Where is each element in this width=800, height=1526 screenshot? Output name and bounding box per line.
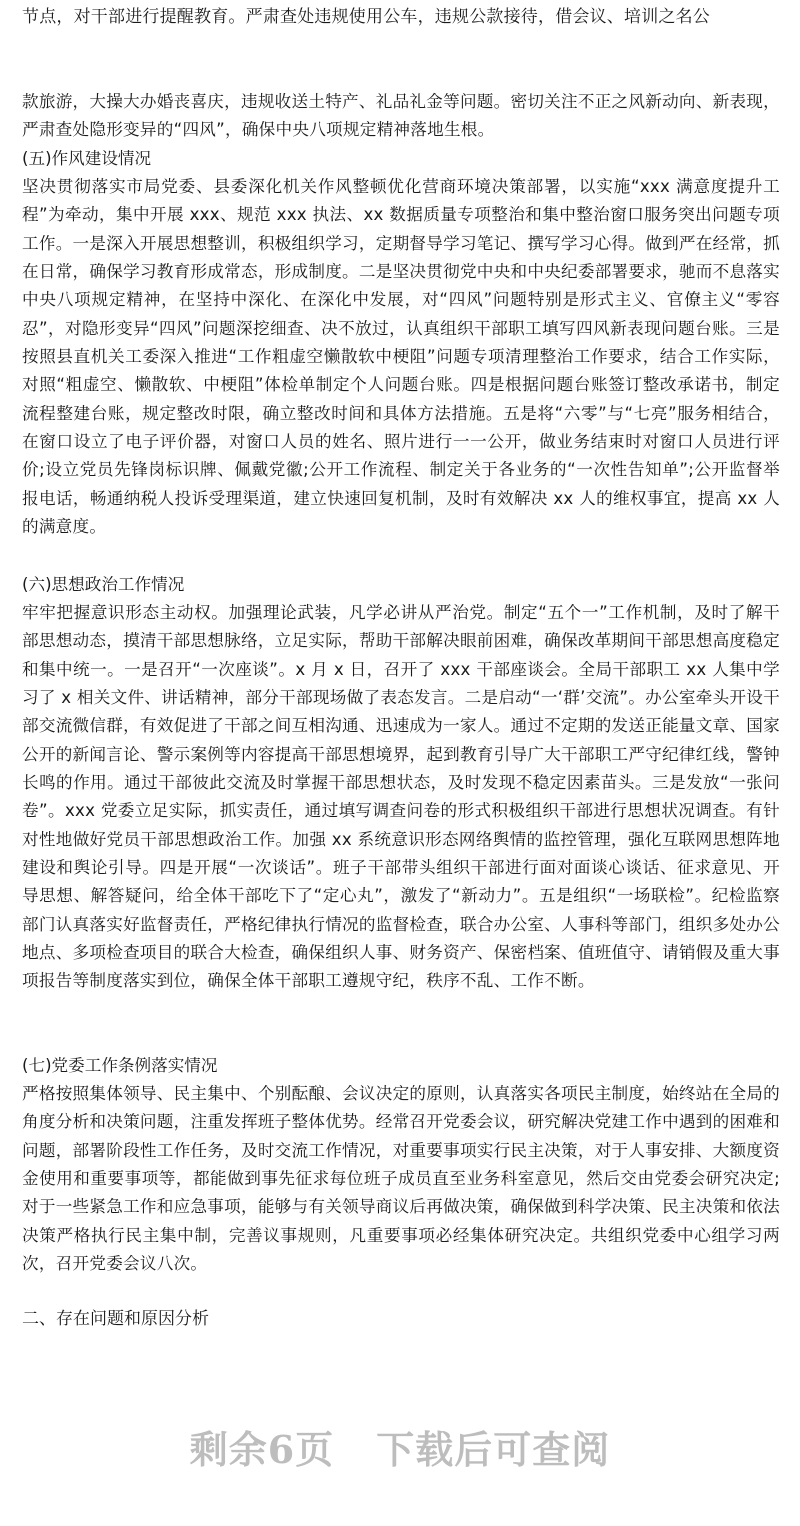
continuation-paragraph: 款旅游，大操大办婚丧喜庆，违规收送土特产、礼品礼金等问题。密切关注不正之风新动向、新表现，严肃查处隐形变异的“四风”，确保中央八项规定精神落地生根。 (22, 92, 780, 140)
section-7-heading: (七)党委工作条例落实情况 (22, 1056, 218, 1075)
top-fragment-line-2: 节点，对干部进行提醒教育。严肃查处违规使用公车，违规公款接待，借会议、培训之名公 (22, 7, 710, 27)
section-6-body: 牢牢把握意识形态主动权。加强理论武装，凡学必讲从严治党。制定“五个一”工作机制，及时了解干部思想动态，摸清干部思想脉络，立足实际，帮助干部解决眼前困难，确保改革期间干部思想高度稳定和集中统一。一是召开“一次座谈”。x 月 x 日，召开了 xxx 干部座谈会。全局干部职工 xx 人集中学习了 x 相关文件、讲话精神，部分干部现场做了表态发言。二是启动“一‘群’交流”。办公室牵头开设干部交流微信群，有效促进了干部之间互相沟通、迅速成为一家人。通过不定期的发送正能量文章、国家公开的新闻言论、警示案例等内容提高干部思想境界，起到教育引导广大干部职工严守纪律红线，警钟长鸣的作用。通过干部彼此交流及时掌握干部思想状态，及时发现不稳定因素苗头。三是发放“一张问卷”。xxx 党委立足实际，抓实责任，通过填写调查问卷的形式积极组织干部进行思想状况调查。有针对性地做好党员干部思想政治工作。加强 xx 系统意识形态网络舆情的监控管理，强化互联网思想阵地建设和舆论引导。四是开展“一次谈话”。班子干部带头组织干部进行面对面谈心谈话、征求意见、开导思想、解答疑问，给全体干部吃下了“定心丸”，激发了“新动力”。五是组织“一场联检”。纪检监察部门认真落实好监督责任，严格纪律执行情况的监督检查，联合办公室、人事科等部门，组织多处办公地点、多项检查项目的联合大检查，确保组织人事、财务资产、保密档案、值班值守、请销假及重大事项报告等制度落实到位，确保全体干部职工遵规守纪，秩序不乱、工作不断。 (22, 603, 780, 991)
section-7-body: 严格按照集体领导、民主集中、个别酝酿、会议决定的原则，认真落实各项民主制度，始终站在全局的角度分析和决策问题，注重发挥班子整体优势。经常召开党委会议，研究解决党建工作中遇到的困难和问题，部署阶段性工作任务，及时交流工作情况，对重要事项实行民主决策，对于人事安排、大额度资金使用和重要事项等，都能做到事先征求每位班子成员直至业务科室意见，然后交由党委会研究决定;对于一些紧急工作和应急事项，能够与有关领导商议后再做决策，确保做到科学决策、民主决策和依法决策严格执行民主集中制，完善议事规则，凡重要事项必经集体研究决定。共组织党委中心组学习两次，召开党委会议八次。 (22, 1084, 780, 1274)
section-5-body: 坚决贯彻落实市局党委、县委深化机关作风整顿优化营商环境决策部署，以实施“xxx 满意度提升工程”为牵动，集中开展 xxx、规范 xxx 执法、xx 数据质量专项整治和集中整治窗口服务突出问题专项工作。一是深入开展思想整训，积极组织学习，定期督导学习笔记、撰写学习心得。做到严在经常，抓在日常，确保学习教育形成常态，形成制度。二是坚决贯彻党中央和中央纪委部署要求，驰而不息落实中央八项规定精神，在坚持中深化、在深化中发展，对“四风”问题特别是形式主义、官僚主义“零容忍”，对隐形变异“四风”问题深挖细查、决不放过，认真组织干部职工填写四风新表现问题台账。三是按照县直机关工委深入推进“工作粗虚空懒散软中梗阻”问题专项清理整治工作要求，结合工作实际，对照“粗虚空、懒散软、中梗阻”体检单制定个人问题台账。四是根据问题台账签订整改承诺书，制定流程整建台账，规定整改时限，确立整改时间和具体方法措施。五是将“六零”与“七亮”服务相结合，在窗口设立了电子评价器，对窗口人员的姓名、照片进行一一公开，做业务结束时对窗口人员进行评价;设立党员先锋岗标识牌、佩戴党徽;公开工作流程、制定关于各业务的“一次性告知单”;公开监督举报电话，畅通纳税人投诉受理渠道，建立快速回复机制，及时有效解决 xx 人的维权事宜，提高 xx 人的满意度。 (22, 177, 780, 537)
download-label[interactable]: 下载后可查阅 (376, 1427, 611, 1472)
top-fragment (22, 0, 782, 32)
section-5-heading: (五)作风建设情况 (22, 149, 152, 168)
download-prompt[interactable] (0, 1424, 800, 1476)
section-two-title: 二、存在问题和原因分析 (22, 1309, 209, 1329)
section-6-heading: (六)思想政治工作情况 (22, 575, 185, 594)
remaining-pages-label[interactable]: 剩余6页 (189, 1427, 335, 1472)
